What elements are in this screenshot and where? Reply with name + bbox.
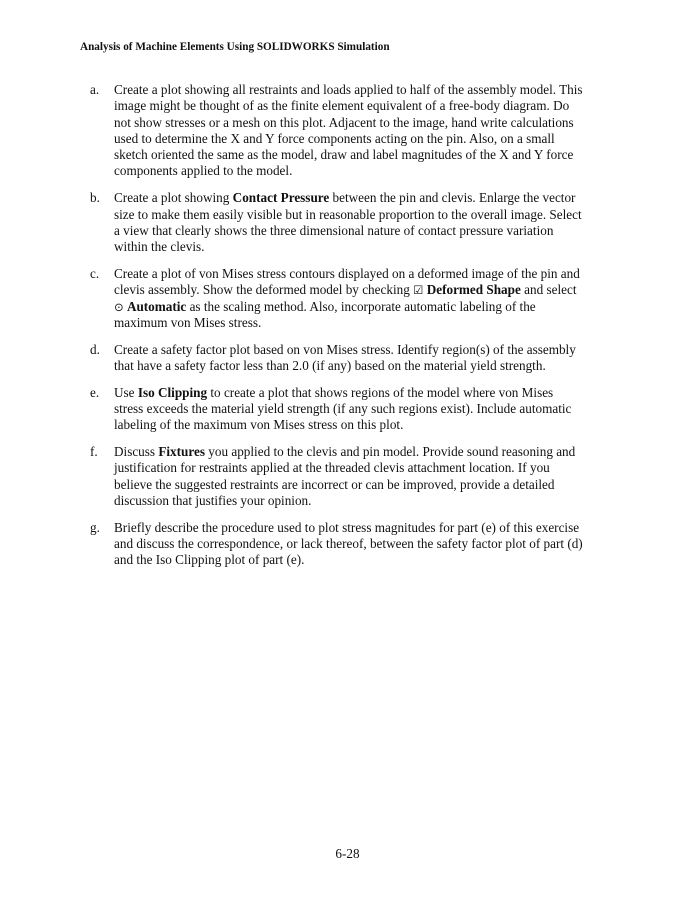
- radio-selected-icon: ⊙: [114, 299, 124, 314]
- exercise-item-g: [90, 520, 585, 569]
- page-number: 6-28: [335, 846, 360, 861]
- exercise-list: [90, 82, 585, 579]
- exercise-item-e: [90, 385, 585, 434]
- text-run: to create a plot that shows regions of the model where von Mises stress exceeds the material yield strength (if any such regions exist). Include automatic labeling of the maximum von Mises stress on this plot.: [114, 384, 572, 433]
- bold-term-fixtures: Fixtures: [158, 444, 205, 460]
- item-letter: c.: [90, 265, 100, 281]
- item-letter: f.: [90, 444, 98, 460]
- item-text: Briefly describe the procedure used to plot stress magnitudes for part (e) of this exercise and discuss the correspondence, or lack thereof, between the safety factor plot of part (d) and the Iso Clipping plot of part (e).: [114, 519, 583, 568]
- exercise-item-d: [90, 342, 585, 375]
- bold-term-contact-pressure: Contact Pressure: [232, 190, 330, 206]
- text-run: as the scaling method. Also, incorporate automatic labeling of the maximum von Mises stress.: [114, 298, 536, 330]
- exercise-item-a: [90, 82, 585, 180]
- item-letter: b.: [90, 190, 100, 206]
- item-text: [114, 385, 571, 433]
- item-letter: a.: [90, 82, 100, 97]
- checkbox-checked-icon: ☑: [413, 283, 424, 298]
- text-run: Create a plot of von Mises stress contours displayed on a deformed image of the pin and clevis assembly. Show the deformed model by checking: [114, 265, 580, 298]
- text-run: Use: [114, 384, 138, 400]
- item-letter: d.: [90, 341, 100, 357]
- running-header: Analysis of Machine Elements Using SOLIDWORKS Simulation: [80, 41, 390, 53]
- item-text: [114, 190, 582, 254]
- text-run: and select: [520, 282, 577, 298]
- item-text: [114, 266, 580, 330]
- item-text: Create a plot showing all restraints and loads applied to half of the assembly model. This image might be thought of as the finite element equivalent of a free-body diagram. Do not show stresses or a mesh on this plot. Adjacent to the image, hand write calculations used to determine the X and Y force components acting on the pin. Also, on a small sketch oriented the same as the model, draw and label magnitudes of the X and Y force components applied to the model.: [114, 82, 583, 179]
- bold-term-iso-clipping: Iso Clipping: [137, 384, 208, 400]
- item-letter: g.: [90, 519, 100, 535]
- text-run: between the pin and clevis. Enlarge the vector size to make them easily visible but in reasonable proportion to the overall image. Select a view that clearly shows the three dimensional nature of contact pressure variation within the clevis.: [114, 190, 582, 255]
- item-text: [114, 444, 575, 508]
- exercise-item-c: [90, 266, 585, 331]
- bold-term-automatic: Automatic: [126, 298, 187, 314]
- item-text: Create a safety factor plot based on von Mises stress. Identify region(s) of the assembly that have a safety factor less than 2.0 (if any) based on the material yield strength.: [114, 341, 576, 373]
- text-run: Create a plot showing: [114, 190, 233, 206]
- item-letter: e.: [90, 384, 100, 400]
- text-run: Discuss: [114, 444, 159, 460]
- exercise-item-f: [90, 444, 585, 509]
- exercise-item-b: [90, 190, 585, 255]
- text-run: you applied to the clevis and pin model. Provide sound reasoning and justification for restraints applied at the threaded clevis attachment location. If you believe the suggested restraints are incorrect or can be improved, provide a detailed discussion that justifies your opinion.: [114, 444, 576, 509]
- bold-term-deformed-shape: Deformed Shape: [426, 282, 521, 298]
